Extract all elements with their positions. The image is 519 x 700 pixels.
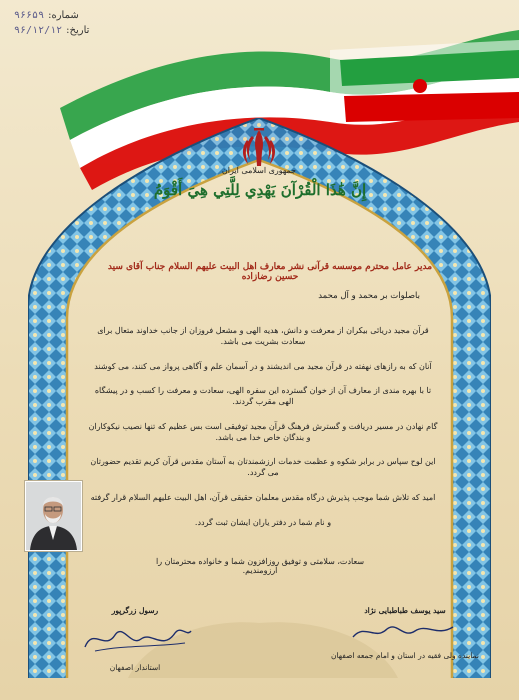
signatory-title: استاندار اصفهان	[109, 663, 161, 672]
certificate-body	[88, 325, 438, 541]
signature-block-left	[70, 604, 200, 674]
body-paragraph: امید که تلاش شما موجب پذیرش درگاه مقدس معلمان حقیقی قرآن، اهل البیت علیهم السلام قرار گرفته	[90, 492, 436, 502]
body-paragraph: آنان که به رازهای نهفته در قرآن مجید می اندیشند و در آسمان علم و آگاهی پرواز می کنند، می کوشند	[94, 361, 432, 371]
handwritten-signature	[345, 617, 465, 645]
signatory-title: نماینده ولی فقیه در استان و امام جمعه اصفهان	[331, 651, 479, 660]
quran-verse-title: إِنَّ هَٰذَا الْقُرْآنَ يَهْدِي لِلَّتِي هِيَ أَقْوَمُ	[153, 181, 367, 199]
number-value: ۹۶۶۵۹	[14, 10, 45, 21]
body-paragraph: این لوح سپاس در برابر شکوه و عظمت خدمات ارزشمندتان به آستان مقدس قرآن کریم تقدیم حضورتان می گردد.	[90, 457, 436, 478]
signature-block-right	[330, 604, 480, 662]
body-paragraph: گام نهادن در مسیر دریافت و گسترش فرهنگ قرآن مجید توفیقی است بس عظیم که تنها نصیب نیکوکاران و بندگان خاص خدا می باشد.	[88, 421, 438, 442]
body-paragraph: قرآن مجید دریائی بیکران از معرفت و دانش، هدیه الهی و مشعل فروزان از جانب خداوند متعال برای سعادت بشریت می باشد.	[97, 326, 429, 346]
emblem-caption: جمهوری اسلامی ایران	[221, 166, 297, 175]
body-paragraph: تا با بهره مندی از معارف آن از خوان گسترده این سفره الهی، سعادت و معرفت را کسب و در پیشگاه الهی مقرب گردند.	[94, 386, 432, 407]
date-label: تاریخ:	[66, 25, 90, 36]
recipient-line: مدیر عامل محترم موسسه قرآنی نشر معارف اهل البیت علیهم السلام جناب آقای سید حسین رضازاده	[107, 262, 433, 282]
reference-info	[14, 8, 124, 38]
signatory-name: رسول زرگرپور	[111, 606, 159, 615]
handwritten-signature	[75, 617, 195, 657]
portrait-photo	[25, 481, 82, 551]
number-label: شماره:	[48, 10, 79, 21]
portrait-figure	[26, 482, 81, 550]
closing-wish: سعادت، سلامتی و توفیق روزافزون شما و خانواده محترمتان را آرزومندیم.	[155, 557, 365, 575]
salutation: باصلوات بر محمد و آل محمد	[318, 291, 420, 301]
signatory-name: سید یوسف طباطبایی نژاد	[364, 606, 446, 615]
body-paragraph: و نام شما در دفتر یاران ایشان ثبت گردد.	[194, 517, 332, 527]
date-value: ۹۶/۱۲/۱۲	[14, 25, 63, 36]
